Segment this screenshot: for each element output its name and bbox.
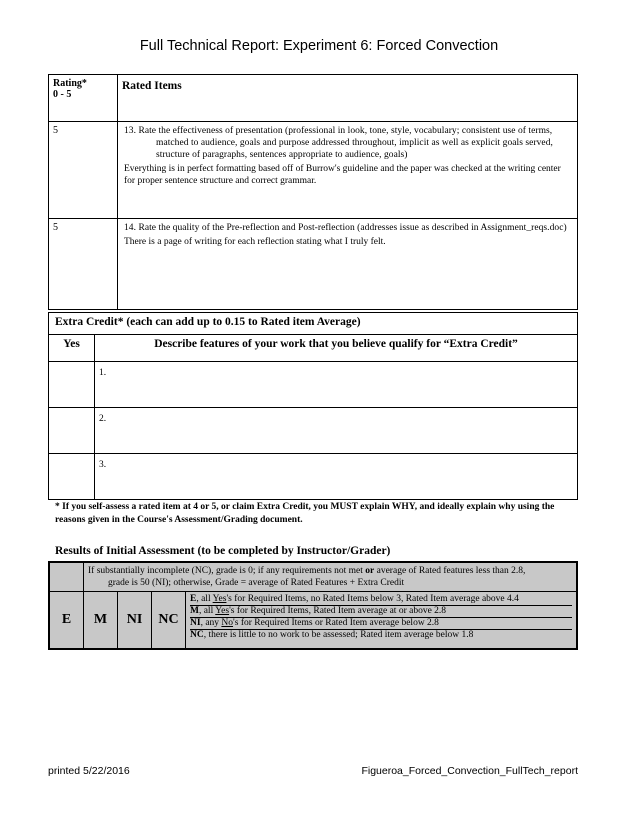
extra-credit-item: 2. <box>95 408 578 454</box>
grades-row <box>49 592 577 650</box>
rated-items-column-header: Rated Items <box>118 75 578 122</box>
yes-cell <box>49 454 95 500</box>
extra-credit-table <box>48 312 578 500</box>
table-row <box>49 219 578 310</box>
results-blank-cell <box>49 562 84 592</box>
grade-m[interactable]: M <box>84 592 118 650</box>
results-heading: Results of Initial Assessment (to be completed by Instructor/Grader) <box>55 545 391 557</box>
definition-nc: NC, there is little to no work to be assessed; Rated item average below 1.8 <box>190 630 474 640</box>
table-row <box>49 454 578 500</box>
rated-item-comment: Everything is in perfect formatting based off of Burrow's guideline and the paper was checked at the writing center for proper sentence structure and correct grammar. <box>124 164 561 186</box>
rated-item-text: 14. Rate the quality of the Pre-reflection and Post-reflection (addresses issue as described in Assignment_reqs.doc) <box>124 223 567 233</box>
yes-cell <box>49 408 95 454</box>
rated-items-table <box>48 74 578 310</box>
extra-credit-title-row <box>49 313 578 335</box>
results-note <box>84 562 578 592</box>
rated-table-header <box>49 75 578 122</box>
grade-ni[interactable]: NI <box>118 592 152 650</box>
rated-item-cell <box>118 122 578 219</box>
grade-e[interactable]: E <box>49 592 84 650</box>
yes-column-header: Yes <box>49 335 95 362</box>
table-row <box>49 408 578 454</box>
definition-m: M, all Yes's for Required Items, Rated Item average at or above 2.8 <box>190 606 572 618</box>
note-text: grade is 50 (NI); otherwise, Grade = average of Rated Features + Extra Credit <box>108 578 405 588</box>
footer-filename: Figueroa_Forced_Convection_FullTech_report <box>361 765 578 777</box>
table-row <box>49 122 578 219</box>
note-text: If substantially incomplete (NC), grade is 0; if any requirements not met <box>88 566 366 576</box>
yes-cell <box>49 362 95 408</box>
extra-credit-title: Extra Credit* (each can add up to 0.15 to Rated item Average) <box>49 313 578 335</box>
rating-value: 5 <box>49 219 118 310</box>
note-text: average of Rated features less than 2.8, <box>374 566 526 576</box>
describe-column-header: Describe features of your work that you believe qualify for “Extra Credit” <box>95 335 578 362</box>
definition-e: E, all Yes's for Required Items, no Rated Items below 3, Rated Item average above 4.4 <box>190 594 572 606</box>
rated-item-text: 13. Rate the effectiveness of presentation (professional in look, tone, style, vocabulary; consistent use of terms, matched to audience, goals and purpose addressed throughout, implicit as well as explicit goals served, structure of paragraphs, sentences appropriate to audience, goals) <box>124 126 553 160</box>
results-table <box>48 561 578 650</box>
extra-credit-item: 3. <box>95 454 578 500</box>
definition-ni: NI, any No's for Required Items or Rated Item average below 2.8 <box>190 618 572 630</box>
extra-credit-item: 1. <box>95 362 578 408</box>
rating-column-header <box>49 75 118 122</box>
rating-header-label: Rating* <box>53 78 87 89</box>
grade-nc[interactable]: NC <box>152 592 186 650</box>
results-note-row <box>49 562 577 592</box>
note-or: or <box>365 566 375 576</box>
footer-printed-date: printed 5/22/2016 <box>48 765 130 777</box>
rated-item-cell <box>118 219 578 310</box>
table-row <box>49 362 578 408</box>
footnote: * If you self-assess a rated item at 4 or 5, or claim Extra Credit, you MUST explain WHY, and ideally explain why using the reasons given in the Course's Assessment/Grading document. <box>55 502 555 525</box>
rating-range-label: 0 - 5 <box>53 89 72 100</box>
grade-definitions <box>186 592 578 650</box>
page-title: Full Technical Report: Experiment 6: Forced Convection <box>139 38 499 54</box>
rated-item-comment: There is a page of writing for each reflection stating what I truly felt. <box>124 237 386 247</box>
extra-credit-header-row <box>49 335 578 362</box>
rating-value: 5 <box>49 122 118 219</box>
